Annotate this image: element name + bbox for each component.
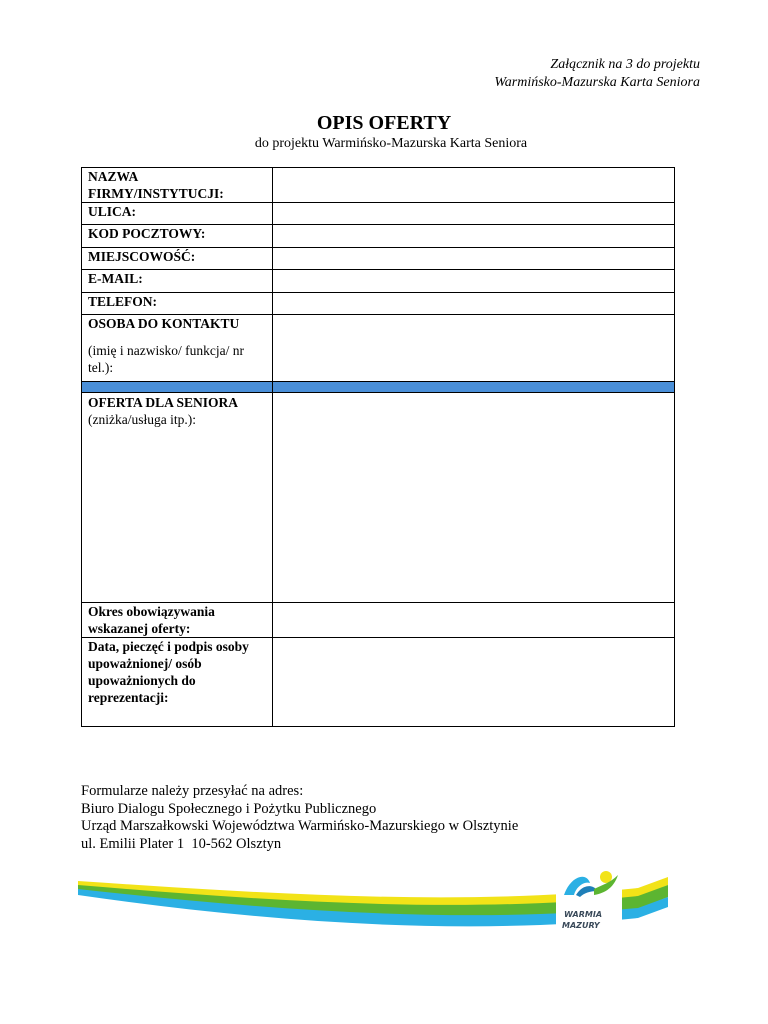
- address-institution: Urząd Marszałkowski Województwa Warmińsko-Mazurskiego w Olsztynie: [81, 818, 519, 834]
- attachment-note-line2: Warmińsko-Mazurska Karta Seniora: [494, 75, 700, 90]
- offer-label: OFERTA DLA SENIORA: [88, 395, 239, 410]
- mailing-address: [81, 783, 518, 853]
- signature-field[interactable]: [273, 638, 675, 727]
- address-office: Biuro Dialogu Społecznego i Pożytku Publicznego: [81, 800, 377, 817]
- attachment-note-line1: Załącznik na 3 do projektu: [550, 57, 700, 72]
- contact-person-hint: (imię i nazwisko/ funkcja/ nr tel.):: [88, 343, 244, 375]
- contact-person-field[interactable]: [273, 315, 675, 382]
- row-signature: [82, 638, 675, 727]
- address-intro: Formularze należy przesyłać na adres:: [81, 783, 304, 799]
- address-street: ul. Emilii Plater 1 10-562 Olsztyn: [81, 835, 282, 852]
- offer-hint: (zniżka/usługa itp.):: [88, 412, 196, 427]
- validity-period-field[interactable]: [273, 603, 675, 638]
- page-title: OPIS OFERTY: [316, 112, 452, 134]
- email-field[interactable]: [273, 270, 675, 293]
- row-phone: [82, 293, 675, 315]
- offer-form-table: [81, 167, 675, 727]
- row-offer: [82, 393, 675, 603]
- separator-cell-right: [273, 382, 675, 393]
- company-name-field[interactable]: [273, 168, 675, 203]
- offer-field[interactable]: [273, 393, 675, 603]
- postal-code-field[interactable]: [273, 225, 675, 248]
- company-name-label: NAZWA FIRMY/INSTYTUCJI:: [88, 169, 224, 201]
- validity-period-label: Okres obowiązywania wskazanej oferty:: [88, 604, 215, 636]
- warmia-mazury-banner: [78, 855, 668, 945]
- street-label: ULICA:: [88, 204, 137, 219]
- row-email: [82, 270, 675, 293]
- contact-person-label: OSOBA DO KONTAKTU: [88, 316, 240, 331]
- separator-cell-left: [82, 382, 273, 393]
- postal-code-label: KOD POCZTOWY:: [88, 226, 206, 241]
- email-label: E-MAIL:: [88, 271, 143, 286]
- row-postal-code: [82, 225, 675, 248]
- row-contact-person: [82, 315, 675, 382]
- attachment-note: [494, 56, 700, 92]
- city-label: MIEJSCOWOŚĆ:: [88, 249, 196, 264]
- logo-text-warmia: WARMIA: [564, 910, 603, 919]
- separator-row: [82, 382, 675, 393]
- city-field[interactable]: [273, 248, 675, 270]
- phone-field[interactable]: [273, 293, 675, 315]
- row-street: [82, 203, 675, 225]
- logo-text-mazury: MAZURY: [562, 921, 600, 930]
- warmia-mazury-logo: [556, 861, 622, 935]
- row-city: [82, 248, 675, 270]
- street-field[interactable]: [273, 203, 675, 225]
- row-company-name: [82, 168, 675, 203]
- row-validity-period: [82, 603, 675, 638]
- page-subtitle: do projektu Warmińsko-Mazurska Karta Seniora: [254, 136, 528, 151]
- signature-label: Data, pieczęć i podpis osoby upoważnionej/ osób upoważnionych do reprezentacji:: [88, 639, 249, 705]
- phone-label: TELEFON:: [88, 294, 158, 309]
